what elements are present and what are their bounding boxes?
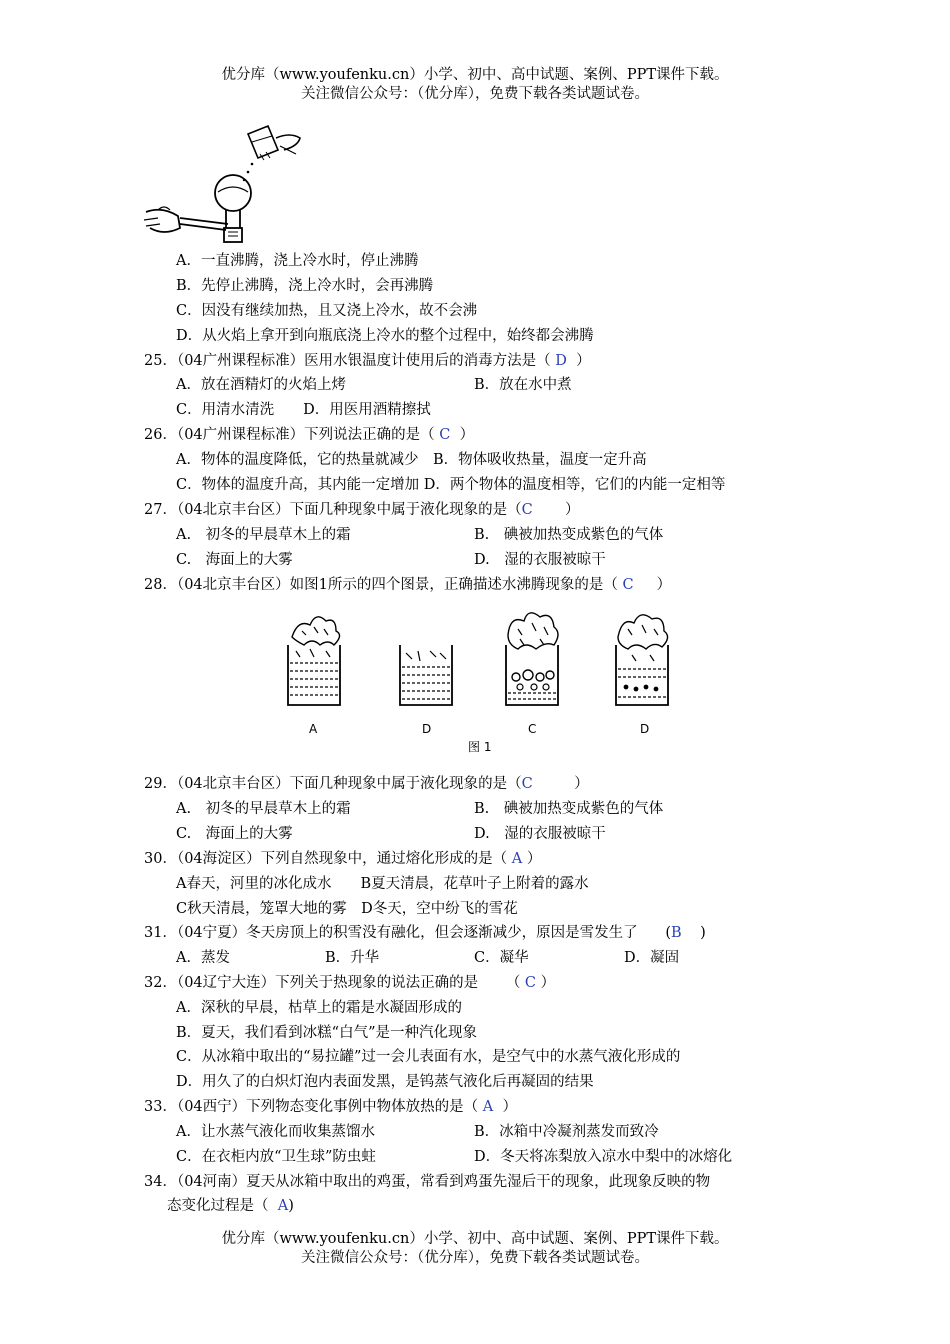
q31-open: ( <box>665 925 671 941</box>
q31-close: ) <box>700 925 706 941</box>
q25-answer: D <box>555 353 567 369</box>
q31-option-a: A．蒸发 <box>176 950 230 966</box>
q31-answer: B <box>670 925 682 941</box>
q29-answer: C <box>521 776 533 792</box>
q34-stem-text: 态变化过程是（ <box>167 1198 269 1214</box>
figure-label-a: A <box>309 722 318 736</box>
q32-stem-text: 32．（04辽宁大连）下列关于热现象的说法正确的是 <box>144 975 479 991</box>
q34-stem-line-1: 34．（04河南）夏天从冰箱中取出的鸡蛋，常看到鸡蛋先湿后干的现象，此现象反映的物 <box>144 1174 711 1190</box>
q29-option-d: D. 湿的衣服被晾干 <box>474 826 606 842</box>
beaker-a <box>288 617 340 705</box>
q30-options-line-2: C秋天清晨，笼罩大地的雾 D冬天，空中纷飞的雪花 <box>176 901 518 917</box>
q28-stem-text: 28．（04北京丰台区）如图1所示的四个图景，正确描述水沸腾现象的是（ <box>144 577 618 593</box>
q31-stem-text: 31．（04宁夏）冬天房顶上的积雪没有融化，但会逐渐减少，原因是雪发生了 <box>144 925 638 941</box>
q30-close: ） <box>526 851 542 867</box>
q24-option-d: D．从火焰上拿开到向瓶底浇上冷水的整个过程中，始终都会沸腾 <box>176 328 594 344</box>
footer-line-2: 关注微信公众号：（优分库），免费下载各类试题试卷。 <box>301 1250 649 1266</box>
q32-option-c: C．从冰箱中取出的“易拉罐”过一会儿表面有水，是空气中的水蒸气液化形成的 <box>176 1049 681 1065</box>
header-line-1: 优分库（www.youfenku.cn）小学、初中、高中试题、案例、PPT课件下载。 <box>221 67 729 83</box>
q29-option-a: A. 初冬的早晨草木上的霜 <box>176 801 351 817</box>
q27-stem-text: 27．（04北京丰台区）下面几种现象中属于液化现象的是（ <box>144 502 522 518</box>
q25-stem-text: 25．（04广州课程标准）医用水银温度计使用后的消毒方法是（ <box>144 353 551 369</box>
q25-stem <box>144 350 591 372</box>
q25-option-cd: C．用清水清洗 D．用医用酒精擦拭 <box>176 402 431 418</box>
q30-stem-text: 30．（04海淀区）下列自然现象中，通过熔化形成的是（ <box>144 851 508 867</box>
q24-option-c: C．因没有继续加热，且又浇上冷水，故不会沸 <box>176 303 478 319</box>
q32-option-d: D．用久了的白炽灯泡内表面发黑，是钨蒸气液化后再凝固的结果 <box>176 1074 594 1090</box>
q33-option-c: C．在衣柜内放“卫生球”防虫蛀 <box>176 1149 376 1165</box>
q26-stem <box>144 424 474 446</box>
flask-illustration <box>140 120 310 250</box>
q32-option-a: A．深秋的早晨，枯草上的霜是水凝固形成的 <box>176 1000 462 1016</box>
q27-option-b: B. 碘被加热变成紫色的气体 <box>474 527 664 543</box>
q27-stem <box>144 499 580 521</box>
q29-stem-text: 29．（04北京丰台区）下面几种现象中属于液化现象的是（ <box>144 776 522 792</box>
q32-answer: C <box>524 975 537 991</box>
q34-answer: A <box>277 1198 289 1214</box>
q33-close: ） <box>502 1099 517 1115</box>
q32-option-b: B．夏天，我们看到冰糕“白气”是一种汽化现象 <box>176 1025 477 1041</box>
q29-stem <box>144 773 589 795</box>
q32-open: （ <box>505 975 521 991</box>
q30-answer: A <box>511 851 523 867</box>
q31-option-c: C．凝华 <box>474 950 529 966</box>
q27-close: ） <box>565 502 580 518</box>
q29-option-c: C. 海面上的大雾 <box>176 826 293 842</box>
q26-stem-text: 26．（04广州课程标准）下列说法正确的是（ <box>144 427 435 443</box>
q31-option-d: D．凝固 <box>624 950 680 966</box>
q29-close: ） <box>574 776 589 792</box>
q28-stem <box>144 574 671 596</box>
beaker-d <box>616 615 668 705</box>
q26-options-line-2: C．物体的温度升高，其内能一定增加 D．两个物体的温度相等，它们的内能一定相等 <box>176 477 726 493</box>
q34-close: ) <box>288 1198 294 1214</box>
q31-option-b: B．升华 <box>325 950 380 966</box>
q25-option-b: B．放在水中煮 <box>474 377 572 393</box>
q24-option-a: A．一直沸腾，浇上冷水时，停止沸腾 <box>176 253 419 269</box>
beaker-b <box>400 645 452 705</box>
q30-options-line-1: A春天，河里的冰化成水 B夏天清晨，花草叶子上附着的露水 <box>176 876 589 892</box>
q28-answer: C <box>622 577 634 593</box>
q25-close: ） <box>576 353 591 369</box>
figure-label-c: C <box>528 722 537 736</box>
q32-stem <box>144 972 555 994</box>
q32-close: ） <box>540 975 556 991</box>
q25-option-a: A．放在酒精灯的火焰上烤 <box>176 377 346 393</box>
q27-option-d: D. 湿的衣服被晾干 <box>474 552 606 568</box>
figure-1-beakers <box>270 605 690 755</box>
figure-label-d: D <box>640 722 650 736</box>
q29-option-b: B. 碘被加热变成紫色的气体 <box>474 801 664 817</box>
figure-caption: 图 1 <box>468 740 492 754</box>
q27-answer: C <box>521 502 533 518</box>
q24-option-b: B．先停止沸腾，浇上冷水时，会再沸腾 <box>176 278 434 294</box>
q27-option-c: C. 海面上的大雾 <box>176 552 293 568</box>
q33-option-d: D．冬天将冻梨放入凉水中梨中的冰熔化 <box>474 1149 733 1165</box>
q26-answer: C <box>439 427 451 443</box>
q30-stem <box>144 848 541 870</box>
header-line-2: 关注微信公众号：（优分库），免费下载各类试题试卷。 <box>301 86 649 102</box>
q33-answer: A <box>482 1099 494 1115</box>
q33-stem-text: 33．（04西宁）下列物态变化事例中物体放热的是（ <box>144 1099 479 1115</box>
q26-close: ） <box>459 427 475 443</box>
q33-option-a: A．让水蒸气液化而收集蒸馏水 <box>176 1124 375 1140</box>
q31-stem <box>144 922 706 944</box>
q33-option-b: B．冰箱中冷凝剂蒸发而致冷 <box>474 1124 659 1140</box>
footer-line-1: 优分库（www.youfenku.cn）小学、初中、高中试题、案例、PPT课件下载。 <box>221 1231 729 1247</box>
q27-option-a: A. 初冬的早晨草木上的霜 <box>176 527 351 543</box>
q26-options-line-1: A．物体的温度降低，它的热量就减少 B．物体吸收热量，温度一定升高 <box>176 452 647 468</box>
figure-label-b: D <box>422 722 432 736</box>
beaker-c <box>506 613 558 705</box>
q28-close: ） <box>656 577 672 593</box>
q34-stem-line-2 <box>167 1195 294 1217</box>
q33-stem <box>144 1096 517 1118</box>
